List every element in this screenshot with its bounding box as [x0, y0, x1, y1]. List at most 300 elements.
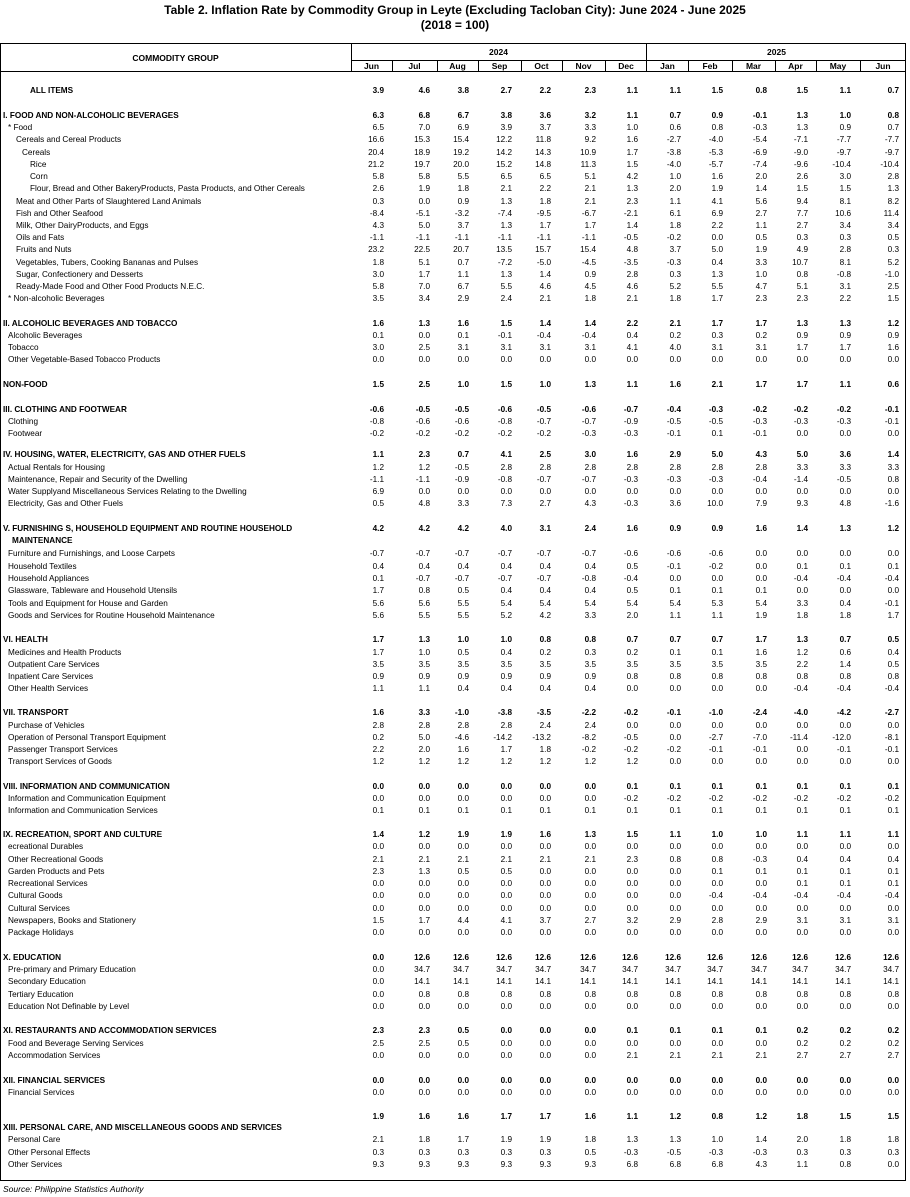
row-value: 1.4: [626, 221, 638, 230]
row-value: 0.0: [500, 1076, 512, 1085]
table-title: Table 2. Inflation Rate by Commodity Group in Leyte (Excluding Tacloban City): June 2024 - June 2025: [164, 3, 746, 17]
row-value: 2.1: [500, 855, 512, 864]
row-value: -11.4: [789, 733, 808, 742]
row-value: 1.7: [755, 380, 767, 389]
row-value: 0.0: [755, 879, 767, 888]
row-value: -0.4: [836, 574, 851, 583]
row-value: 0.0: [418, 487, 430, 496]
row-value: 0.8: [457, 990, 469, 999]
row-value: 1.8: [796, 1112, 808, 1121]
row-value: 20.7: [453, 245, 469, 254]
table-row: [0, 257, 906, 269]
table-row: [0, 598, 906, 610]
row-value: -0.7: [415, 574, 430, 583]
row-value: 6.9: [457, 123, 469, 132]
table-row: [0, 561, 906, 573]
row-value: 0.1: [839, 879, 851, 888]
row-label: * Food: [8, 123, 33, 132]
row-value: 0.1: [796, 562, 808, 571]
month-header: May: [829, 61, 847, 71]
row-value: 0.2: [887, 1039, 899, 1048]
row-value: 1.3: [500, 197, 512, 206]
row-value: 0.0: [500, 1088, 512, 1097]
row-value: 0.7: [887, 86, 899, 95]
row-label: Accommodation Services: [8, 1051, 101, 1060]
row-value: 5.5: [711, 282, 723, 291]
row-value: 1.6: [626, 450, 638, 459]
row-label: Maintenance, Repair and Security of the Dwelling: [8, 475, 188, 484]
row-value: 2.3: [372, 867, 384, 876]
row-value: 9.3: [796, 499, 808, 508]
row-value: 0.8: [418, 586, 430, 595]
row-label: Medicines and Health Products: [8, 648, 122, 657]
row-value: -0.1: [752, 429, 767, 438]
row-value: -0.3: [752, 855, 767, 864]
row-value: 0.0: [887, 549, 899, 558]
table-row: [0, 878, 906, 890]
row-value: 0.4: [584, 586, 596, 595]
row-value: 5.5: [457, 599, 469, 608]
row-value: 1.8: [539, 197, 551, 206]
row-value: 8.2: [887, 197, 899, 206]
row-value: 0.0: [457, 794, 469, 803]
row-value: -0.4: [884, 684, 899, 693]
row-value: -5.3: [708, 148, 723, 157]
row-value: 0.0: [796, 928, 808, 937]
table-row: [0, 805, 906, 817]
row-value: 0.1: [669, 806, 681, 815]
row-value: 0.0: [372, 782, 384, 791]
row-label: Footwear: [8, 429, 43, 438]
row-value: 0.0: [711, 355, 723, 364]
row-value: 0.0: [887, 904, 899, 913]
row-value: 1.3: [839, 524, 851, 533]
row-value: 2.9: [669, 916, 681, 925]
row-label: Actual Rentals for Housing: [8, 463, 105, 472]
row-value: 2.0: [796, 1135, 808, 1144]
row-value: 1.3: [418, 319, 430, 328]
row-value: 5.0: [796, 450, 808, 459]
row-value: 8.1: [839, 197, 851, 206]
row-value: 10.7: [792, 258, 808, 267]
row-label: Other Services: [8, 1160, 63, 1169]
row-value: 0.4: [500, 648, 512, 657]
row-label: Financial Services: [8, 1088, 75, 1097]
row-value: 0.0: [457, 487, 469, 496]
row-value: 1.0: [457, 380, 469, 389]
row-value: 0.0: [500, 1039, 512, 1048]
row-value: 0.0: [626, 904, 638, 913]
table-row: [0, 1087, 906, 1099]
row-label: VII. TRANSPORT: [3, 708, 69, 717]
row-value: 0.4: [500, 562, 512, 571]
row-value: 1.9: [457, 830, 469, 839]
row-value: 1.4: [372, 830, 384, 839]
row-value: 2.4: [500, 294, 512, 303]
row-value: 0.0: [839, 842, 851, 851]
row-value: 3.1: [539, 524, 551, 533]
table-row: [0, 744, 906, 756]
row-value: -0.1: [752, 745, 767, 754]
row-value: -0.5: [666, 1148, 681, 1157]
row-value: 14.1: [580, 977, 596, 986]
row-value: 2.1: [626, 1051, 638, 1060]
row-value: 0.0: [500, 794, 512, 803]
table-row: [0, 122, 906, 134]
row-value: 1.5: [839, 1112, 851, 1121]
row-value: 2.5: [887, 282, 899, 291]
row-value: 0.6: [839, 648, 851, 657]
row-value: 1.8: [839, 611, 851, 620]
row-value: 0.0: [418, 1088, 430, 1097]
row-value: 6.7: [457, 111, 469, 120]
row-value: 2.2: [372, 745, 384, 754]
row-value: 12.6: [496, 953, 512, 962]
table-row: [0, 281, 906, 293]
row-label: Passenger Transport Services: [8, 745, 118, 754]
row-value: 0.9: [887, 331, 899, 340]
row-value: 2.7: [539, 499, 551, 508]
row-value: 0.5: [457, 1026, 469, 1035]
row-value: 1.5: [796, 86, 808, 95]
row-label: Information and Communication Services: [8, 806, 158, 815]
row-value: 2.8: [539, 463, 551, 472]
row-value: -0.2: [623, 794, 638, 803]
row-value: 3.3: [755, 258, 767, 267]
row-value: -9.0: [793, 148, 808, 157]
month-header: Apr: [788, 61, 803, 71]
row-value: 1.7: [500, 1112, 512, 1121]
row-value: 0.1: [755, 782, 767, 791]
table-row: [0, 659, 906, 671]
row-value: 2.8: [626, 270, 638, 279]
row-value: 0.0: [711, 1076, 723, 1085]
row-value: 0.0: [584, 879, 596, 888]
row-value: 5.0: [711, 245, 723, 254]
row-value: 1.9: [539, 1135, 551, 1144]
row-value: 0.1: [372, 806, 384, 815]
row-value: 1.6: [584, 1112, 596, 1121]
row-label: Sugar, Confectionery and Desserts: [16, 270, 143, 279]
row-value: -0.2: [708, 794, 723, 803]
row-value: 0.1: [755, 867, 767, 876]
table-row: [0, 1122, 906, 1134]
row-label: Tools and Equipment for House and Garden: [8, 599, 168, 608]
row-value: 23.2: [368, 245, 384, 254]
row-value: 0.1: [626, 806, 638, 815]
row-value: 3.3: [796, 599, 808, 608]
row-value: 0.0: [711, 233, 723, 242]
row-value: -0.4: [793, 891, 808, 900]
row-value: 2.1: [669, 1051, 681, 1060]
row-value: 0.8: [839, 1160, 851, 1169]
row-value: 0.0: [418, 331, 430, 340]
row-value: 1.8: [539, 745, 551, 754]
row-value: 3.6: [669, 499, 681, 508]
row-label: IV. HOUSING, WATER, ELECTRICITY, GAS AND OTHER FUELS: [3, 450, 246, 459]
row-value: 0.4: [372, 562, 384, 571]
row-value: 0.9: [418, 672, 430, 681]
row-value: 6.3: [372, 111, 384, 120]
row-value: 1.1: [626, 111, 638, 120]
row-value: 0.1: [887, 782, 899, 791]
row-value: 0.0: [372, 977, 384, 986]
row-value: 1.8: [418, 1135, 430, 1144]
row-value: 5.3: [711, 599, 723, 608]
row-value: 0.0: [584, 487, 596, 496]
row-value: 3.2: [626, 916, 638, 925]
row-value: 0.0: [500, 891, 512, 900]
row-value: 1.2: [669, 1112, 681, 1121]
row-value: 6.7: [457, 282, 469, 291]
row-value: 0.0: [500, 1051, 512, 1060]
row-value: 3.3: [457, 499, 469, 508]
row-value: 14.1: [665, 977, 681, 986]
row-value: 0.0: [584, 1076, 596, 1085]
row-value: -0.6: [623, 549, 638, 558]
row-value: 1.6: [457, 319, 469, 328]
row-value: 2.3: [418, 1026, 430, 1035]
row-value: 0.9: [539, 672, 551, 681]
table-row: [0, 342, 906, 354]
row-value: 4.3: [755, 450, 767, 459]
row-value: 0.0: [584, 782, 596, 791]
row-value: -0.2: [836, 794, 851, 803]
row-value: 0.1: [372, 574, 384, 583]
row-value: 0.0: [539, 1076, 551, 1085]
row-value: -1.1: [536, 233, 551, 242]
row-value: 0.0: [796, 429, 808, 438]
row-value: 0.0: [372, 990, 384, 999]
row-value: 2.1: [372, 1135, 384, 1144]
row-value: 1.7: [626, 148, 638, 157]
row-value: -7.7: [884, 135, 899, 144]
row-value: 0.0: [539, 904, 551, 913]
row-value: 0.0: [669, 1076, 681, 1085]
row-label: Milk, Other DairyProducts, and Eggs: [16, 221, 149, 230]
row-value: 1.2: [755, 1112, 767, 1121]
row-value: 2.4: [539, 721, 551, 730]
row-value: 0.8: [796, 672, 808, 681]
row-value: 1.3: [418, 635, 430, 644]
row-value: 15.7: [535, 245, 551, 254]
row-value: -0.5: [454, 405, 469, 414]
row-value: -0.7: [581, 475, 596, 484]
row-value: 0.0: [372, 355, 384, 364]
row-value: 0.0: [500, 879, 512, 888]
row-value: 2.8: [457, 721, 469, 730]
row-value: 14.1: [883, 977, 899, 986]
row-value: 2.8: [711, 916, 723, 925]
row-value: 0.0: [584, 867, 596, 876]
row-value: 1.2: [372, 757, 384, 766]
row-value: -3.8: [497, 708, 512, 717]
row-value: 2.2: [839, 294, 851, 303]
row-value: 2.0: [626, 611, 638, 620]
table-row: [0, 428, 906, 440]
row-value: 1.5: [372, 916, 384, 925]
row-value: 0.0: [500, 1002, 512, 1011]
row-value: 0.7: [711, 635, 723, 644]
row-value: 1.9: [500, 1135, 512, 1144]
row-value: 2.9: [669, 450, 681, 459]
row-value: 0.1: [755, 586, 767, 595]
row-value: 1.6: [372, 319, 384, 328]
row-value: 0.0: [500, 487, 512, 496]
row-value: -0.2: [752, 794, 767, 803]
row-value: 1.1: [669, 86, 681, 95]
row-value: 0.8: [711, 990, 723, 999]
row-value: 0.2: [796, 1039, 808, 1048]
row-value: 1.3: [796, 635, 808, 644]
row-value: 2.5: [418, 1039, 430, 1048]
row-value: 14.2: [496, 148, 512, 157]
row-value: -0.2: [666, 794, 681, 803]
row-value: -0.7: [497, 574, 512, 583]
row-value: 0.1: [418, 806, 430, 815]
row-label: Information and Communication Equipment: [8, 794, 166, 803]
row-label: NON-FOOD: [3, 380, 48, 389]
row-value: 0.0: [755, 757, 767, 766]
row-value: 0.0: [711, 928, 723, 937]
table-row: [0, 903, 906, 915]
row-value: -0.1: [836, 745, 851, 754]
row-value: -5.0: [536, 258, 551, 267]
row-value: 0.1: [887, 867, 899, 876]
row-value: -1.1: [415, 475, 430, 484]
row-value: -0.4: [836, 891, 851, 900]
row-value: 0.1: [711, 648, 723, 657]
row-value: 4.8: [418, 499, 430, 508]
row-value: 0.0: [500, 355, 512, 364]
row-value: 0.0: [887, 586, 899, 595]
row-value: 0.1: [626, 782, 638, 791]
row-value: 5.6: [755, 197, 767, 206]
row-value: -1.1: [415, 233, 430, 242]
row-value: 0.4: [839, 599, 851, 608]
row-value: -0.2: [369, 429, 384, 438]
row-value: 1.4: [796, 524, 808, 533]
row-value: 3.4: [839, 221, 851, 230]
row-label: II. ALCOHOLIC BEVERAGES AND TOBACCO: [3, 319, 178, 328]
row-value: 3.8: [500, 111, 512, 120]
row-value: 34.7: [622, 965, 638, 974]
month-header: Nov: [575, 61, 592, 71]
row-value: 0.0: [796, 355, 808, 364]
row-value: 3.7: [669, 245, 681, 254]
row-value: 3.5: [457, 660, 469, 669]
row-value: -0.2: [497, 429, 512, 438]
row-value: -0.2: [536, 429, 551, 438]
row-value: 5.4: [626, 599, 638, 608]
row-value: 0.0: [418, 1002, 430, 1011]
row-value: -0.2: [708, 562, 723, 571]
row-value: 0.3: [539, 1148, 551, 1157]
row-label: Education Not Definable by Level: [8, 1002, 130, 1011]
row-value: 1.0: [839, 111, 851, 120]
row-value: -0.5: [536, 405, 551, 414]
table-row: [0, 498, 906, 510]
row-value: 3.3: [584, 611, 596, 620]
month-header: Dec: [618, 61, 634, 71]
row-value: 0.0: [418, 928, 430, 937]
row-value: 2.8: [669, 463, 681, 472]
row-value: 7.0: [418, 123, 430, 132]
row-value: 1.2: [796, 648, 808, 657]
row-label: Cereals: [22, 148, 51, 157]
row-value: 0.0: [539, 842, 551, 851]
row-label: Household Textiles: [8, 562, 77, 571]
row-value: 7.9: [755, 499, 767, 508]
row-value: 2.1: [457, 855, 469, 864]
row-value: -1.1: [369, 233, 384, 242]
row-value: 3.5: [539, 660, 551, 669]
row-value: 0.8: [539, 635, 551, 644]
table-row: [0, 404, 906, 416]
table-row: [0, 720, 906, 732]
table-row: [0, 1147, 906, 1159]
row-value: 0.8: [839, 990, 851, 999]
row-value: 3.5: [584, 660, 596, 669]
row-value: -4.0: [793, 708, 808, 717]
row-value: 1.9: [500, 830, 512, 839]
row-value: 1.2: [418, 463, 430, 472]
row-value: 1.6: [457, 1112, 469, 1121]
row-value: 4.3: [584, 499, 596, 508]
row-value: -3.8: [666, 148, 681, 157]
row-value: 4.6: [418, 86, 430, 95]
row-value: 1.1: [711, 611, 723, 620]
row-value: 4.0: [669, 343, 681, 352]
row-value: -0.4: [793, 574, 808, 583]
row-value: 1.8: [887, 1135, 899, 1144]
row-label-continued: MAINTENANCE: [12, 536, 73, 545]
row-value: 0.7: [626, 635, 638, 644]
row-value: 1.4: [539, 270, 551, 279]
row-value: 12.6: [792, 953, 808, 962]
row-value: 0.0: [372, 904, 384, 913]
row-value: -0.4: [536, 331, 551, 340]
row-value: 14.1: [835, 977, 851, 986]
row-value: 0.0: [539, 355, 551, 364]
row-value: 1.7: [372, 648, 384, 657]
row-value: -0.8: [581, 574, 596, 583]
row-value: 1.6: [755, 524, 767, 533]
row-value: 2.8: [626, 463, 638, 472]
row-value: 0.3: [887, 1148, 899, 1157]
row-value: 15.2: [496, 160, 512, 169]
row-value: 5.4: [539, 599, 551, 608]
row-value: 2.1: [584, 855, 596, 864]
row-value: -0.5: [836, 475, 851, 484]
row-value: 2.5: [539, 450, 551, 459]
row-value: 0.9: [457, 197, 469, 206]
table-row: [0, 1050, 906, 1062]
table-row: [0, 379, 906, 391]
row-value: 4.8: [626, 245, 638, 254]
row-value: 1.5: [796, 184, 808, 193]
row-value: 0.0: [796, 586, 808, 595]
row-value: 0.1: [711, 1026, 723, 1035]
row-value: 2.1: [372, 855, 384, 864]
row-value: 0.5: [887, 635, 899, 644]
row-value: 1.7: [755, 635, 767, 644]
row-value: 3.1: [755, 343, 767, 352]
row-value: 0.7: [839, 635, 851, 644]
row-value: 2.7: [584, 916, 596, 925]
row-value: 1.4: [539, 319, 551, 328]
row-value: 12.6: [883, 953, 899, 962]
